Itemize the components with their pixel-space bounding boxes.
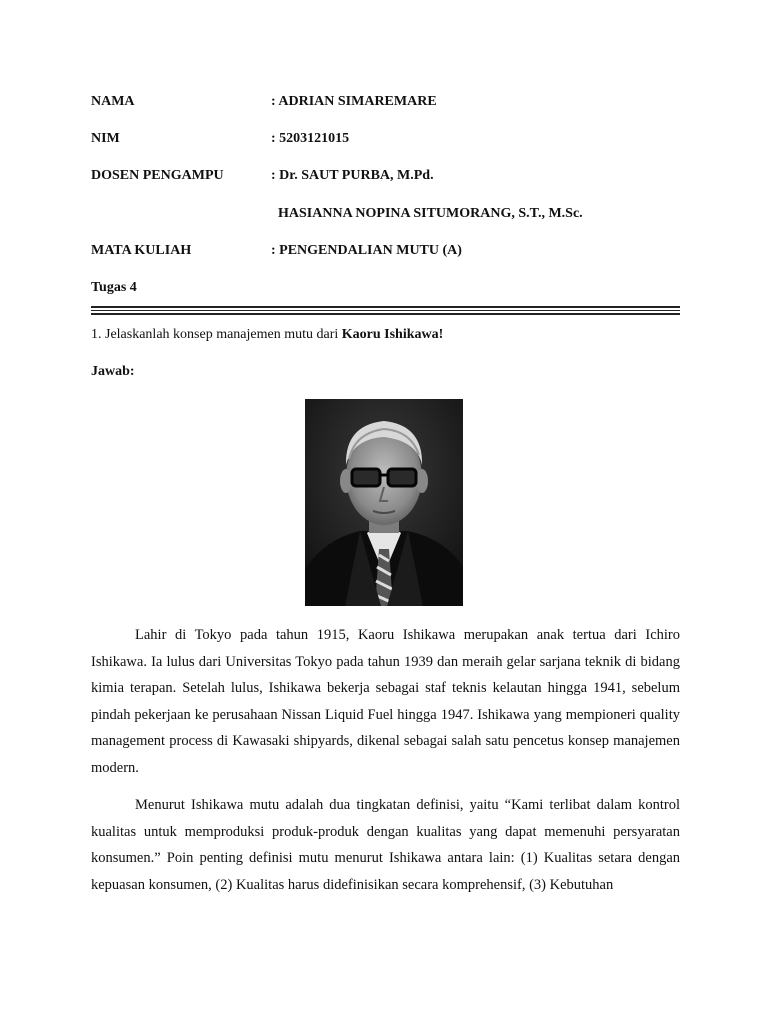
nim-label: NIM xyxy=(91,131,120,146)
nama-label: NAMA xyxy=(91,94,135,109)
answer-label: Jawab: xyxy=(91,364,135,379)
portrait-photo-icon xyxy=(305,399,463,606)
matakuliah-value: : PENGENDALIAN MUTU (A) xyxy=(271,243,462,258)
paragraph-biography: Lahir di Tokyo pada tahun 1915, Kaoru Ishikawa merupakan anak tertua dari Ichiro Ishikawa. Ia lulus dari Universitas Tokyo pada tahun 1939 dan meraih gelar sarjana teknik di bidang kimia terapan. Setelah lulus, Ishikawa bekerja sebagai staf teknis kelautan hingga 1941, sebelum pindah pekerjaan ke perusahaan Nissan Liquid Fuel hingga 1947. Ishikawa yang mempioneri quality management process di Kawasaki shipyards, dikenal sebagai salah satu pencetus konsep manajemen modern. xyxy=(91,627,680,776)
divider-line xyxy=(91,310,680,311)
divider-line xyxy=(91,313,680,315)
question-prefix: 1. Jelaskanlah konsep manajemen mutu dari xyxy=(91,327,342,342)
dosen-value-2: HASIANNA NOPINA SITUMORANG, S.T., M.Sc. xyxy=(278,206,583,221)
nim-value: : 5203121015 xyxy=(271,131,350,146)
matakuliah-label: MATA KULIAH xyxy=(91,243,192,258)
nama-value: : ADRIAN SIMAREMARE xyxy=(271,94,437,109)
divider-line xyxy=(91,306,680,308)
dosen-value-1: : Dr. SAUT PURBA, M.Pd. xyxy=(271,168,434,183)
dosen-label: DOSEN PENGAMPU xyxy=(91,168,224,183)
question-text xyxy=(91,327,443,343)
paragraph-definition: Menurut Ishikawa mutu adalah dua tingkatan definisi, yaitu “Kami terlibat dalam kontrol kualitas untuk memproduksi produk-produk dengan kualitas yang dapat memenuhi persyaratan konsumen.” Poin penting definisi mutu menurut Ishikawa antara lain: (1) Kualitas setara dengan kepuasan konsumen, (2) Kualitas harus didefinisikan secara komprehensif, (3) Kebutuhan xyxy=(91,797,680,893)
portrait-photo xyxy=(305,399,463,606)
question-subject: Kaoru Ishikawa! xyxy=(341,327,444,342)
assignment-title: Tugas 4 xyxy=(91,280,137,295)
